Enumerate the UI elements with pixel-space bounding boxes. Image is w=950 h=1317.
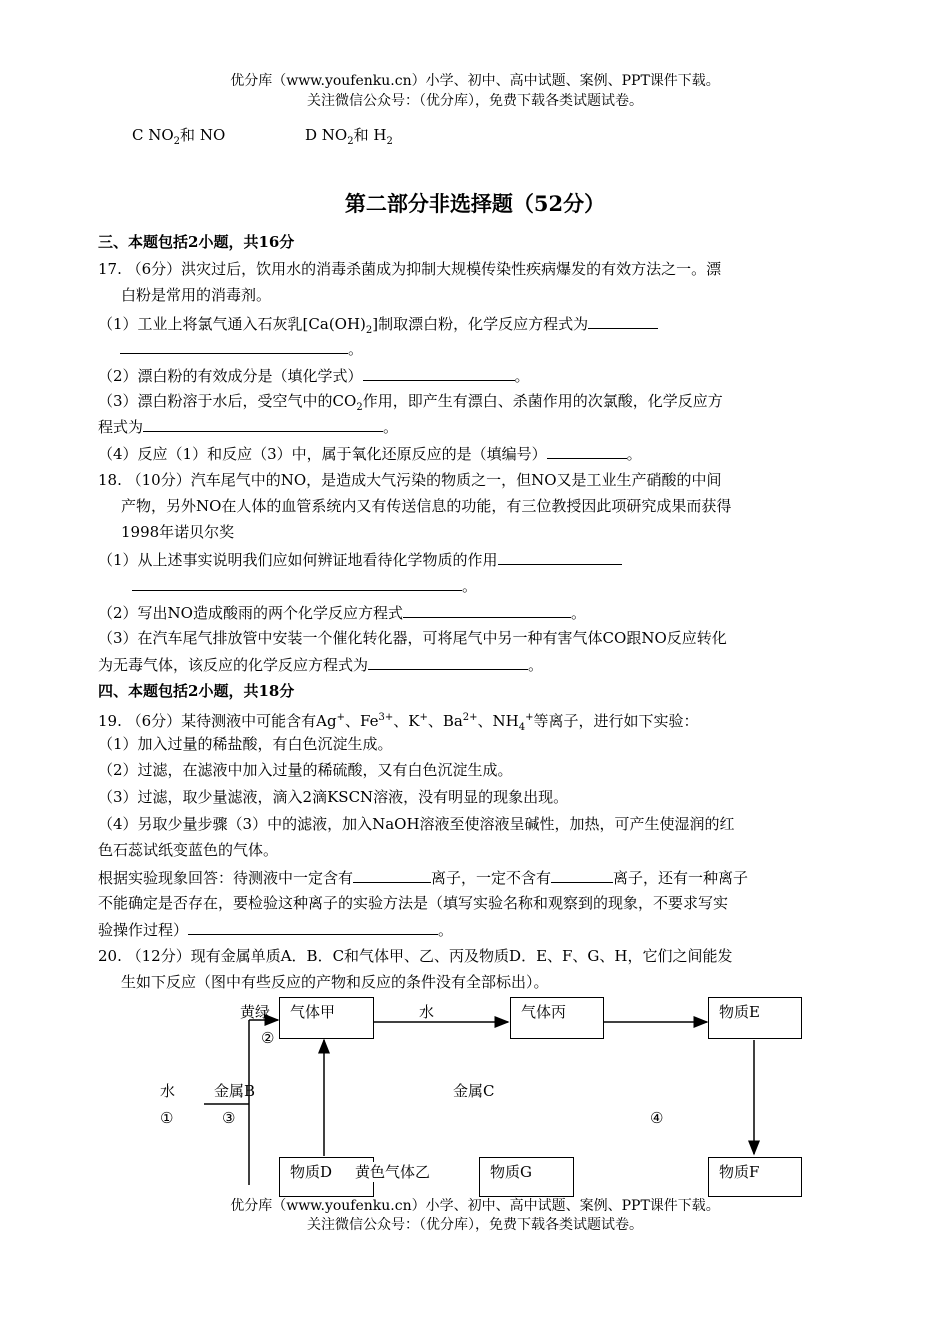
q18-intro1: 18. （10分）汽车尾气中的NO，是造成大气污染的物质之一，但NO又是工业生产硝酸的中间 (98, 471, 722, 489)
box-gas-bing: 气体丙 (510, 997, 604, 1039)
q17-part4: （4）反应（1）和反应（3）中，属于氧化还原反应的是（填编号） 。 (98, 445, 642, 463)
q18-intro2: 产物，另外NO在人体的血管系统内又有传送信息的功能，有三位教授因此项研究成果而获得 (121, 497, 732, 515)
site-header-line1: 优分库（www.youfenku.cn）小学、初中、高中试题、案例、PPT课件下载。 (230, 73, 720, 89)
q19-step4b: 色石蕊试纸变蓝色的气体。 (98, 841, 279, 859)
q20-intro2: 生如下反应（图中有些反应的产物和反应的条件没有全部标出）。 (121, 973, 549, 991)
label-circle-2: ② (261, 1029, 275, 1047)
q18-part1: （1）从上述事实说明我们应如何辨证地看待化学物质的作用 (98, 549, 622, 570)
q18-part2: （2）写出NO造成酸雨的两个化学反应方程式 。 (98, 604, 586, 622)
box-substance-g: 物质G (479, 1157, 574, 1197)
box-substance-d: 物质D (279, 1157, 374, 1197)
label-metal-c: 金属C (453, 1082, 495, 1100)
section4-heading: 四、本题包括2小题，共18分 (98, 682, 295, 700)
q18-part3b: 为无毒气体，该反应的化学反应方程式为 。 (98, 656, 544, 674)
q19-intro: 19. （6分）某待测液中可能含有Ag+、$Fe^{3+}$、K+、$Ba^{2+}$、$NH_4^+$等离子，进行如下实验： (98, 712, 699, 733)
q19-answer2: 不能确定是否存在，要检验这种离子的实验方法是（填写实验名称和观察到的现象，不要求写实 (98, 894, 729, 912)
q17-part2: （2）漂白粉的有效成分是（填化学式） 。 (98, 367, 530, 385)
q17-intro2: 白粉是常用的消毒剂。 (121, 286, 272, 304)
q17-part1: （1）工业上将氯气通入石灰乳$[Ca(OH)_2]$制取漂白粉，化学反应方程式为 (98, 313, 658, 341)
q17-part3-cont: 程式为 。 (98, 418, 399, 436)
section3-heading: 三、本题包括2小题，共16分 (98, 233, 295, 251)
site-footer-line2: 关注微信公众号：（优分库），免费下载各类试题试卷。 (307, 1217, 643, 1233)
q17-intro1: 17. （6分）洪灾过后，饮用水的消毒杀菌成为抑制大规模传染性疾病爆发的有效方法之一。漂 (98, 260, 722, 278)
option-c: C $NO_2$和 NO (132, 126, 226, 147)
box-gas-jia: 气体甲 (279, 997, 374, 1039)
label-circle-3: ③ (222, 1109, 236, 1127)
label-huanglv: 黄绿 (240, 1003, 271, 1021)
box-substance-e: 物质E (708, 997, 802, 1039)
label-metal-b: 金属B (214, 1082, 256, 1100)
label-water: 水 (160, 1082, 176, 1100)
box-substance-f: 物质F (708, 1157, 802, 1197)
q19-step3: （3）过滤，取少量滤液，滴入2滴KSCN溶液，没有明显的现象出现。 (98, 788, 569, 806)
site-footer-line1: 优分库（www.youfenku.cn）小学、初中、高中试题、案例、PPT课件下载。 (230, 1198, 720, 1214)
q20-intro1: 20. （12分）现有金属单质A．B．C和气体甲、乙、丙及物质D．E、F、G、H，它们之间能发 (98, 947, 733, 965)
q18-part3a: （3）在汽车尾气排放管中安装一个催化转化器，可将尾气中另一种有害气体CO跟NO反应转化 (98, 629, 727, 647)
part2-title: 第二部分非选择题（52分） (344, 191, 606, 216)
q19-step1: （1）加入过量的稀盐酸，有白色沉淀生成。 (98, 735, 393, 753)
label-gas-yi: 黄色气体乙 (355, 1163, 431, 1181)
q19-answer3: 验操作过程） 。 (98, 921, 454, 939)
q17-part1-cont: 。 (120, 338, 363, 359)
q18-part1-cont: 。 (132, 575, 477, 596)
label-water-top: 水 (419, 1003, 435, 1021)
label-circle-4: ④ (650, 1109, 664, 1127)
label-circle-1: ① (160, 1109, 174, 1127)
q19-step2: （2）过滤，在滤液中加入过量的稀硫酸，又有白色沉淀生成。 (98, 761, 513, 779)
option-d: D $NO_2$和 $H_2$ (305, 126, 393, 147)
q19-step4a: （4）另取少量步骤（3）中的滤液，加入NaOH溶液至使溶液呈碱性，加热，可产生使湿润的红 (98, 815, 735, 833)
q17-part3: （3）漂白粉溶于水后，受空气中的$CO_2$作用，即产生有漂白、杀菌作用的次氯酸，化学反应方 (98, 392, 723, 413)
q18-intro3: 1998年诺贝尔奖 (121, 523, 235, 541)
q19-answer1: 根据实验现象回答：待测液中一定含有 离子，一定不含有 离子，还有一种离子 (98, 869, 749, 887)
site-header-line2: 关注微信公众号：（优分库），免费下载各类试题试卷。 (307, 93, 643, 109)
